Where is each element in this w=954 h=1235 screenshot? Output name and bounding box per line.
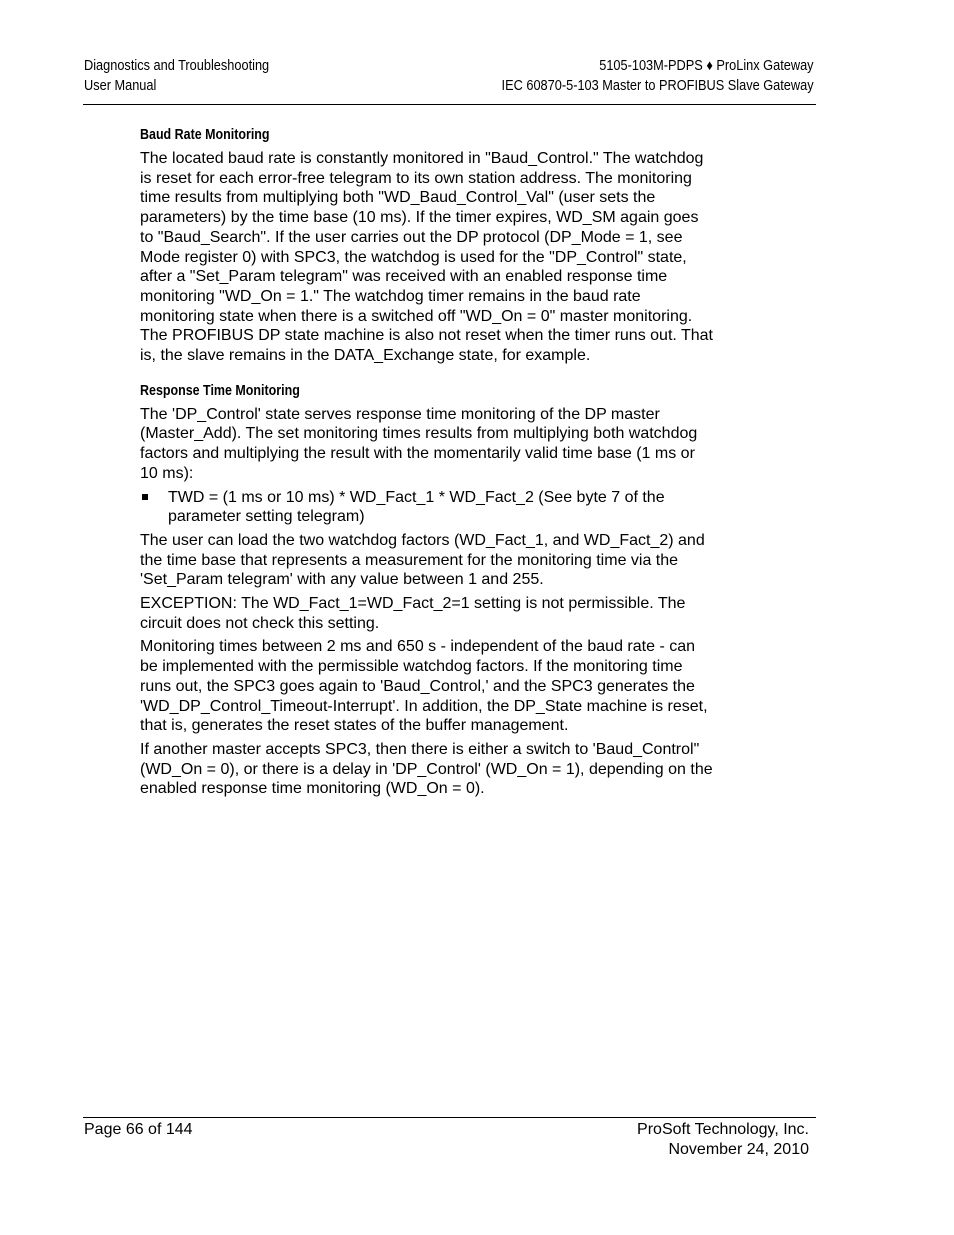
text-line: the time base that represents a measurement for the monitoring time via the <box>140 551 679 569</box>
text-line: EXCEPTION: The WD_Fact_1=WD_Fact_2=1 setting is not permissible. The <box>140 595 686 613</box>
paragraph-watchdog-factors <box>140 531 760 590</box>
text-line: If another master accepts SPC3, then there is either a switch to 'Baud_Control" <box>140 740 700 758</box>
header-left <box>84 57 294 96</box>
paragraph-monitoring-times <box>140 637 760 736</box>
text-line: TWD = (1 ms or 10 ms) * WD_Fact_1 * WD_Fact_2 (See byte 7 of the <box>168 488 665 506</box>
text-line: to "Baud_Search". If the user carries out the DP protocol (DP_Mode = 1, see <box>140 228 683 246</box>
text-line: that is, generates the reset states of the buffer management. <box>140 717 569 735</box>
text-line: time results from multiplying both "WD_Baud_Control_Val" (user sets the <box>140 189 656 207</box>
text-line: 'Set_Param telegram' with any value between 1 and 255. <box>140 571 544 589</box>
section-heading-response-time-text: Response Time Monitoring <box>140 382 300 399</box>
text-line: (WD_On = 0), or there is a delay in 'DP_Control' (WD_On = 1), depending on the <box>140 760 713 778</box>
text-line: The located baud rate is constantly monitored in "Baud_Control." The watchdog <box>140 150 704 167</box>
section-heading-response-time <box>140 381 760 401</box>
paragraph-another-master <box>140 740 760 799</box>
text-line: parameter setting telegram) <box>168 508 365 526</box>
footer-right <box>637 1120 809 1159</box>
text-line: The 'DP_Control' state serves response time monitoring of the DP master <box>140 405 660 423</box>
paragraph-response-intro <box>140 405 760 484</box>
text-line: runs out, the SPC3 goes again to 'Baud_Control,' and the SPC3 generates the <box>140 677 695 695</box>
header-product-desc: IEC 60870-5-103 Master to PROFIBUS Slave Gateway <box>501 77 814 94</box>
text-line: circuit does not check this setting. <box>140 614 380 632</box>
footer-company: ProSoft Technology, Inc. <box>637 1121 809 1138</box>
bullet-square-icon <box>142 494 148 500</box>
text-line: enabled response time monitoring (WD_On = 0). <box>140 780 485 798</box>
text-line: parameters) by the time base (10 ms). If the timer expires, WD_SM again goes <box>140 209 699 227</box>
header-divider <box>83 104 816 105</box>
bullet-item-twd <box>140 488 760 527</box>
text-line: monitoring "WD_On = 1." The watchdog timer remains in the baud rate <box>140 287 641 305</box>
footer-divider <box>83 1117 816 1118</box>
header-right <box>459 57 814 96</box>
text-line: after a "Set_Param telegram" was received with an enabled response time <box>140 268 668 286</box>
paragraph-exception <box>140 594 760 633</box>
text-line: monitoring state when there is a switched off "WD_On = 0" master monitoring. <box>140 307 693 325</box>
text-line: factors and multiplying the result with the momentarily valid time base (1 ms or <box>140 445 695 463</box>
paragraph-baud-rate <box>140 149 760 366</box>
page-content <box>140 125 760 803</box>
text-line: (Master_Add). The set monitoring times results from multiplying both watchdog <box>140 425 698 443</box>
header-product: 5105-103M-PDPS ♦ ProLinx Gateway <box>599 58 814 74</box>
page-number: Page 66 of 144 <box>84 1121 193 1138</box>
section-heading-baud-rate-text: Baud Rate Monitoring <box>140 127 270 143</box>
text-line: be implemented with the permissible watchdog factors. If the monitoring time <box>140 658 683 676</box>
header-manual-type: User Manual <box>84 77 157 94</box>
header-section-title: Diagnostics and Troubleshooting <box>84 58 270 74</box>
text-line: is, the slave remains in the DATA_Exchange state, for example. <box>140 347 591 365</box>
text-line: The PROFIBUS DP state machine is also not reset when the timer runs out. That <box>140 327 713 345</box>
text-line: Mode register 0) with SPC3, the watchdog is used for the "DP_Control" state, <box>140 248 687 266</box>
text-line: 'WD_DP_Control_Timeout-Interrupt'. In addition, the DP_State machine is reset, <box>140 697 708 715</box>
footer-date: November 24, 2010 <box>668 1140 809 1158</box>
section-heading-baud-rate <box>140 125 760 145</box>
text-line: Monitoring times between 2 ms and 650 s - independent of the baud rate - can <box>140 638 696 656</box>
text-line: 10 ms): <box>140 464 194 482</box>
text-line: is reset for each error-free telegram to its own station address. The monitoring <box>140 169 692 187</box>
text-line: The user can load the two watchdog factors (WD_Fact_1, and WD_Fact_2) and <box>140 531 705 549</box>
